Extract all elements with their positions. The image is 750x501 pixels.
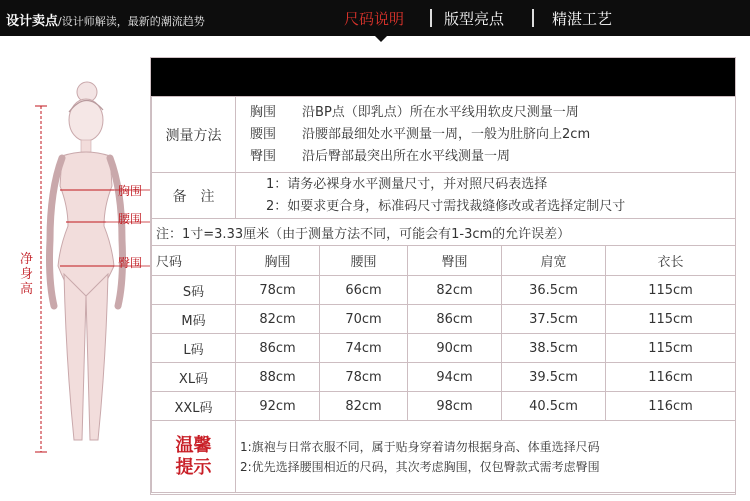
- table-cell: 66cm: [320, 276, 408, 305]
- column-header: 肩宽: [502, 246, 606, 276]
- remark-line: 1：请务必裸身水平测量尺寸，并对照尺码表选择: [266, 176, 548, 192]
- table-cell: 40.5cm: [502, 392, 606, 421]
- remarks-content: [236, 173, 736, 219]
- size-cell: L码: [152, 334, 236, 363]
- waist-label: 腰围: [118, 212, 143, 226]
- tip-line: 2:优先选择腰围相近的尺码，其次考虑胸围，仅包臀款式需考虑臀围: [240, 459, 600, 474]
- method-item-desc: 沿腰部最细处水平测量一周，一般为肚脐向上2cm: [302, 126, 591, 142]
- tips-content: [236, 421, 736, 493]
- remarks-row: [152, 173, 736, 219]
- size-cell: XXL码: [152, 392, 236, 421]
- tip-line: 1:旗袍与日常衣服不同，属于贴身穿着请勿根据身高、体重选择尺码: [240, 439, 600, 454]
- top-banner: [0, 0, 750, 36]
- banner-subtitle: /设计师解读，最新的潮流趋势: [58, 15, 205, 28]
- table-row: [152, 305, 736, 334]
- tips-title: [152, 421, 236, 493]
- design-selling-point: [6, 10, 205, 29]
- column-header: 腰围: [320, 246, 408, 276]
- table-cell: 115cm: [606, 305, 736, 334]
- tab-craftsmanship[interactable]: 精湛工艺: [552, 10, 613, 28]
- table-cell: 39.5cm: [502, 363, 606, 392]
- method-row: [152, 97, 736, 173]
- table-cell: 86cm: [236, 334, 320, 363]
- table-cell: 78cm: [320, 363, 408, 392]
- active-tab-pointer: [374, 35, 388, 42]
- tab-size-guide[interactable]: 尺码说明: [344, 10, 405, 28]
- bust-label: 胸围: [118, 184, 143, 198]
- method-item-name: 胸围: [250, 104, 277, 120]
- table-cell: 90cm: [408, 334, 502, 363]
- height-label: 净身高: [20, 252, 34, 297]
- unit-note: 注：1寸=3.33厘米（由于测量方法不同，可能会有1-3cm的允许误差）: [152, 219, 736, 246]
- banner-title: 设计卖点: [6, 14, 59, 29]
- table-cell: 38.5cm: [502, 334, 606, 363]
- method-item-desc: 沿后臀部最突出所在水平线测量一周: [302, 148, 511, 164]
- method-item-name: 腰围: [250, 126, 277, 142]
- table-row: [152, 363, 736, 392]
- table-header-row: [152, 246, 736, 276]
- tips-title-line: 提示: [175, 456, 212, 478]
- table-cell: 82cm: [236, 305, 320, 334]
- table-cell: 88cm: [236, 363, 320, 392]
- size-cell: XL码: [152, 363, 236, 392]
- method-content: [236, 97, 736, 173]
- table-row: [152, 276, 736, 305]
- table-cell: 92cm: [236, 392, 320, 421]
- remarks-label: 备 注: [152, 173, 236, 219]
- table-cell: 74cm: [320, 334, 408, 363]
- method-item-name: 臀围: [250, 148, 277, 164]
- method-label: 测量方法: [152, 97, 236, 173]
- tips-title-line: 温馨: [175, 434, 212, 456]
- table-cell: 78cm: [236, 276, 320, 305]
- size-chart: [150, 57, 736, 495]
- table-row: [152, 334, 736, 363]
- tab-divider: [532, 9, 534, 27]
- table-cell: 98cm: [408, 392, 502, 421]
- table-cell: 82cm: [408, 276, 502, 305]
- size-table: [151, 96, 736, 493]
- table-cell: 116cm: [606, 363, 736, 392]
- column-header: 臀围: [408, 246, 502, 276]
- table-cell: 37.5cm: [502, 305, 606, 334]
- column-header: 尺码: [152, 246, 236, 276]
- body-figure: [0, 60, 150, 501]
- column-header: 胸围: [236, 246, 320, 276]
- table-cell: 70cm: [320, 305, 408, 334]
- method-item-desc: 沿BP点（即乳点）所在水平线用软皮尺测量一周: [302, 104, 579, 120]
- tab-divider: [430, 9, 432, 27]
- size-chart-header-bar: [151, 58, 735, 96]
- table-row: [152, 392, 736, 421]
- table-cell: 115cm: [606, 334, 736, 363]
- remark-line: 2：如要求更合身，标准码尺寸需找裁缝修改或者选择定制尺寸: [266, 198, 626, 214]
- table-cell: 116cm: [606, 392, 736, 421]
- hip-label: 臀围: [118, 256, 143, 270]
- table-cell: 115cm: [606, 276, 736, 305]
- size-cell: M码: [152, 305, 236, 334]
- unit-note-row: [152, 219, 736, 246]
- size-cell: S码: [152, 276, 236, 305]
- table-cell: 36.5cm: [502, 276, 606, 305]
- tips-row: [152, 421, 736, 493]
- table-cell: 82cm: [320, 392, 408, 421]
- column-header: 衣长: [606, 246, 736, 276]
- method-item: [250, 102, 731, 124]
- tab-fit-highlights[interactable]: 版型亮点: [444, 10, 505, 28]
- method-item: [250, 124, 731, 146]
- table-cell: 86cm: [408, 305, 502, 334]
- table-cell: 94cm: [408, 363, 502, 392]
- method-item: [250, 146, 731, 168]
